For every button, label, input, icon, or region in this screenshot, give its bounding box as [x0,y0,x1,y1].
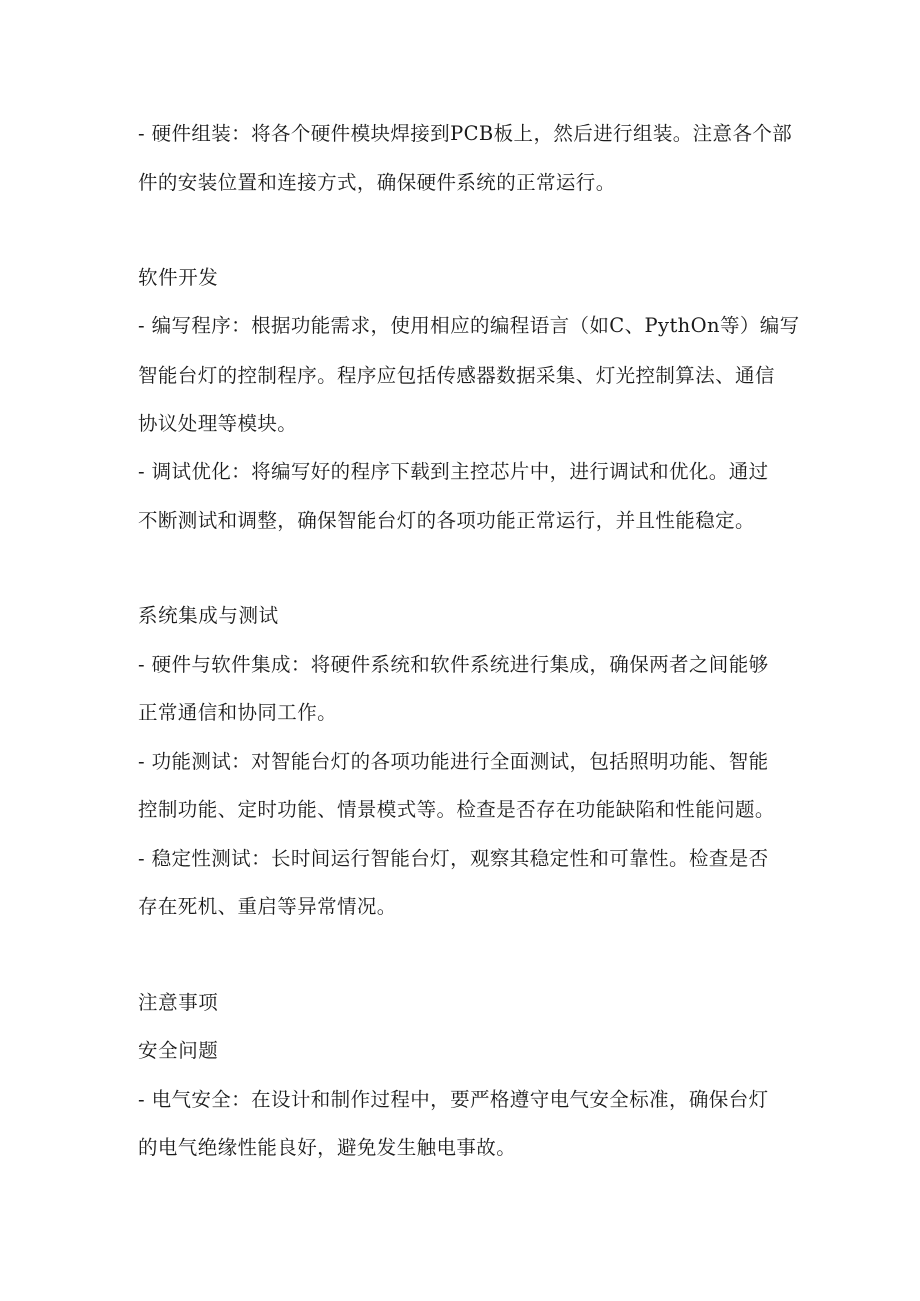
stability-test-line-2: 存在死机、重启等异常情况。 [138,895,397,918]
debug-optimize-line-1: - 调试优化：将编写好的程序下载到主控芯片中，进行调试和优化。通过 [138,460,769,483]
safety-subheading: 安全问题 [138,1039,219,1062]
function-test-line-2: 控制功能、定时功能、情景模式等。检查是否存在功能缺陷和性能问题。 [138,798,775,821]
debug-optimize-line-2: 不断测试和调整，确保智能台灯的各项功能正常运行，并且性能稳定。 [138,509,755,532]
stability-test-line-1: - 稳定性测试：长时间运行智能台灯，观察其稳定性和可靠性。检查是否 [138,847,769,870]
electrical-safety-line-1: - 电气安全：在设计和制作过程中，要严格遵守电气安全标准，确保台灯 [138,1088,769,1111]
system-integration-heading: 系统集成与测试 [138,604,279,627]
function-test-line-1: - 功能测试：对智能台灯的各项功能进行全面测试，包括照明功能、智能 [138,750,769,773]
integration-line-2: 正常通信和协同工作。 [138,701,338,724]
software-development-heading: 软件开发 [138,266,219,289]
electrical-safety-line-2: 的电气绝缘性能良好，避免发生触电事故。 [138,1136,517,1159]
write-program-line-2: 智能台灯的控制程序。程序应包括传感器数据采集、灯光控制算法、通信 [138,364,775,387]
hardware-assembly-line-2: 件的安装位置和连接方式，确保硬件系统的正常运行。 [138,171,616,194]
write-program-line-3: 协议处理等模块。 [138,412,298,435]
integration-line-1: - 硬件与软件集成：将硬件系统和软件系统进行集成，确保两者之间能够 [138,653,769,676]
hardware-assembly-line-1: - 硬件组装：将各个硬件模块焊接到PCB板上，然后进行组装。注意各个部 [138,122,793,145]
write-program-line-1: - 编写程序：根据功能需求，使用相应的编程语言（如C、PythOn等）编写 [138,314,800,337]
notes-heading: 注意事项 [138,991,219,1014]
